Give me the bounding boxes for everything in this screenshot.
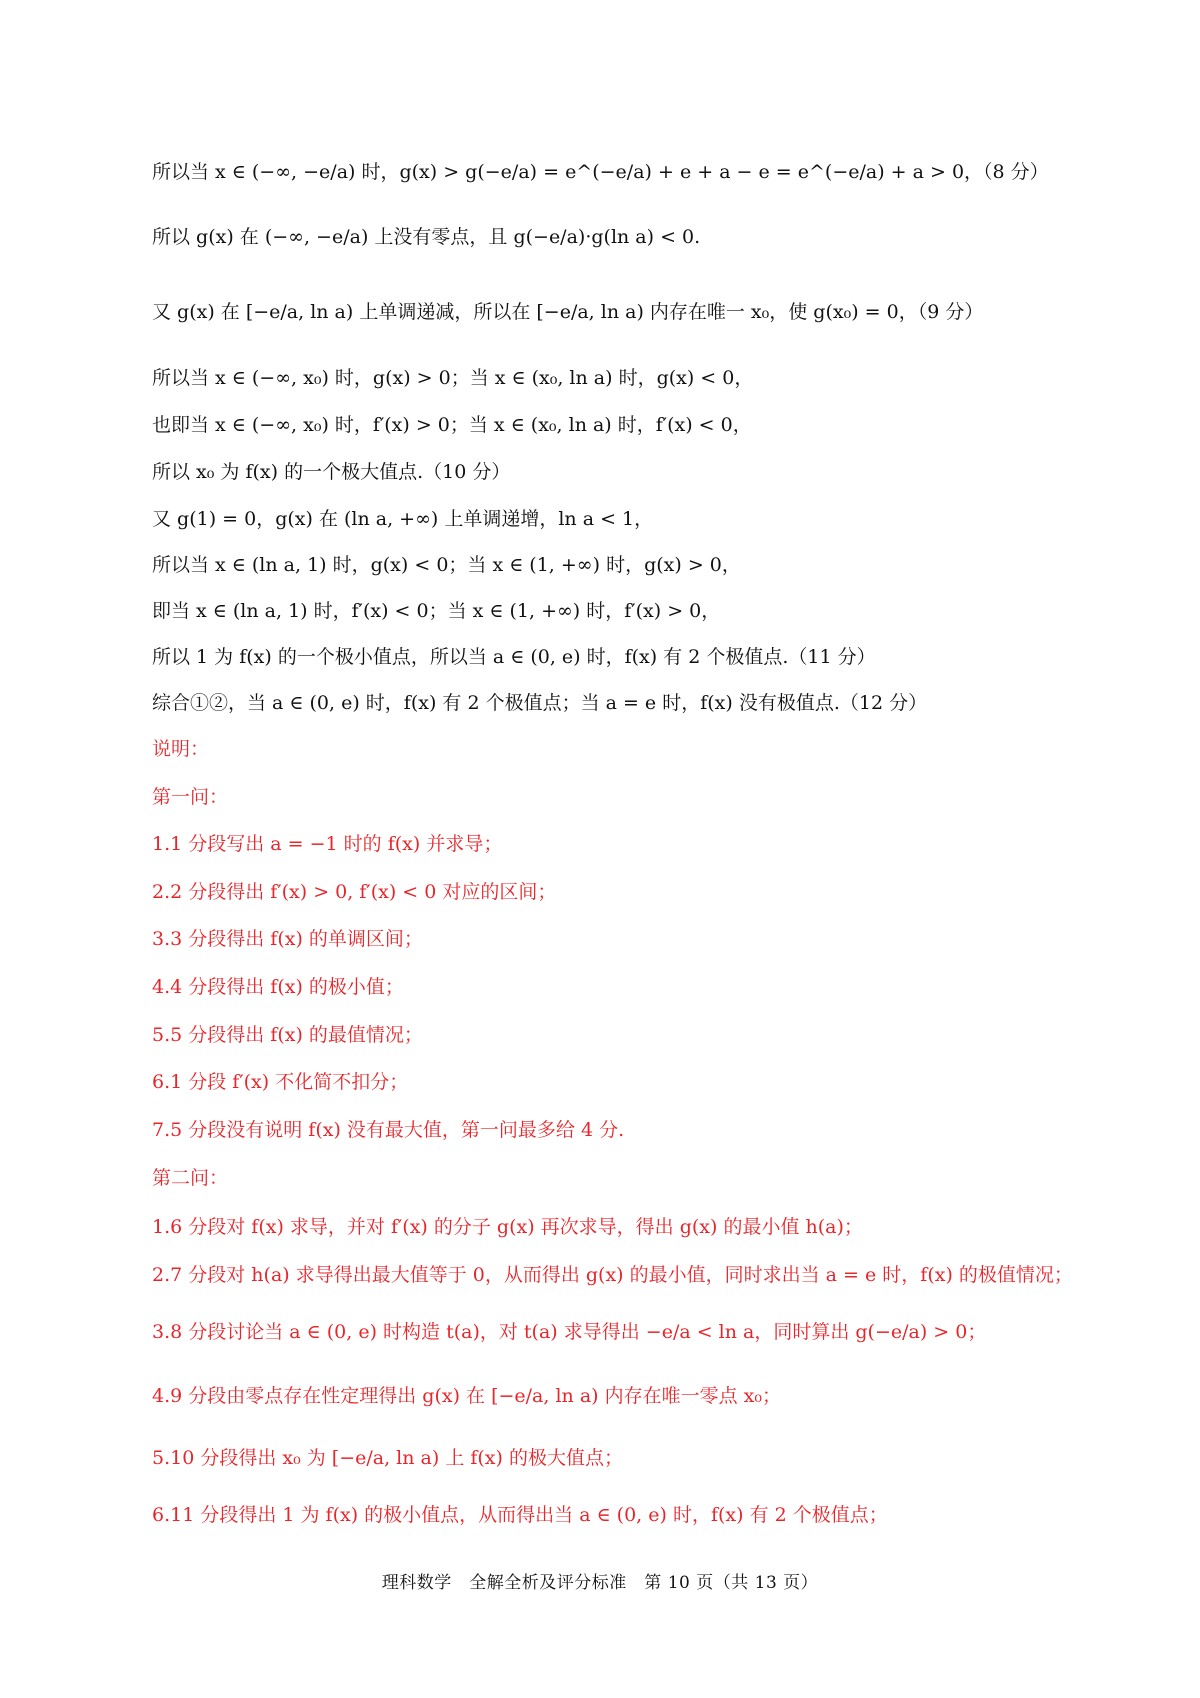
q2-note: 5.10 分段得出 x₀ 为 [−e/a, ln a) 上 f(x) 的极大值点； (152, 1447, 623, 1469)
solution-line: 即当 x ∈ (ln a, 1) 时，f′(x) < 0；当 x ∈ (1, +∞) 时，f′(x) > 0， (152, 600, 721, 622)
solution-line: 所以当 x ∈ (−∞, −e/a) 时，g(x) > g(−e/a) = e^(−e/a) + e + a − e = e^(−e/a) + a > 0，（8 分） (152, 161, 1049, 183)
q2-note: 2.7 分段对 h(a) 求导得出最大值等于 0，从而得出 g(x) 的最小值，同时求出当 a = e 时，f(x) 的极值情况； (152, 1264, 1073, 1286)
solution-line: 所以 x₀ 为 f(x) 的一个极大值点.（10 分） (152, 461, 511, 483)
solution-line: 所以 g(x) 在 (−∞, −e/a) 上没有零点，且 g(−e/a)·g(ln a) < 0. (152, 226, 701, 248)
q1-heading: 第一问： (152, 786, 229, 808)
solution-line: 所以当 x ∈ (−∞, x₀) 时，g(x) > 0；当 x ∈ (x₀, ln a) 时，g(x) < 0， (152, 367, 754, 389)
q1-note: 7.5 分段没有说明 f(x) 没有最大值，第一问最多给 4 分. (152, 1119, 625, 1141)
page-footer: 理科数学 全解全析及评分标准 第 10 页（共 13 页） (381, 1573, 819, 1593)
solution-line: 综合①②，当 a ∈ (0, e) 时，f(x) 有 2 个极值点；当 a = e 时，f(x) 没有极值点.（12 分） (152, 692, 928, 714)
solution-line: 又 g(1) = 0，g(x) 在 (ln a, +∞) 上单调递增，ln a < 1， (152, 508, 654, 530)
q2-note: 4.9 分段由零点存在性定理得出 g(x) 在 [−e/a, ln a) 内存在唯一零点 x₀； (152, 1385, 781, 1407)
q2-heading: 第二问： (152, 1167, 229, 1189)
q1-note: 2.2 分段得出 f′(x) > 0, f′(x) < 0 对应的区间； (152, 881, 557, 903)
solution-line: 所以当 x ∈ (ln a, 1) 时，g(x) < 0；当 x ∈ (1, +∞) 时，g(x) > 0， (152, 554, 741, 576)
solution-line: 所以 1 为 f(x) 的一个极小值点，所以当 a ∈ (0, e) 时，f(x) 有 2 个极值点.（11 分） (152, 646, 876, 668)
q1-note: 5.5 分段得出 f(x) 的最值情况； (152, 1024, 423, 1046)
q1-note: 6.1 分段 f′(x) 不化简不扣分； (152, 1071, 409, 1093)
solution-line: 也即当 x ∈ (−∞, x₀) 时，f′(x) > 0；当 x ∈ (x₀, ln a) 时，f′(x) < 0， (152, 414, 752, 436)
notes-heading: 说明： (152, 738, 210, 760)
q1-note: 1.1 分段写出 a = −1 时的 f(x) 并求导； (152, 833, 503, 855)
solution-line: 又 g(x) 在 [−e/a, ln a) 上单调递减，所以在 [−e/a, ln a) 内存在唯一 x₀，使 g(x₀) = 0，（9 分） (152, 301, 984, 323)
q2-note: 1.6 分段对 f(x) 求导，并对 f′(x) 的分子 g(x) 再次求导，得出 g(x) 的最小值 h(a)； (152, 1216, 863, 1238)
q2-note: 3.8 分段讨论当 a ∈ (0, e) 时构造 t(a)，对 t(a) 求导得出 −e/a < ln a，同时算出 g(−e/a) > 0； (152, 1321, 987, 1343)
q2-note: 6.11 分段得出 1 为 f(x) 的极小值点，从而得出当 a ∈ (0, e) 时，f(x) 有 2 个极值点； (152, 1504, 888, 1526)
q1-note: 3.3 分段得出 f(x) 的单调区间； (152, 928, 423, 950)
q1-note: 4.4 分段得出 f(x) 的极小值； (152, 976, 404, 998)
